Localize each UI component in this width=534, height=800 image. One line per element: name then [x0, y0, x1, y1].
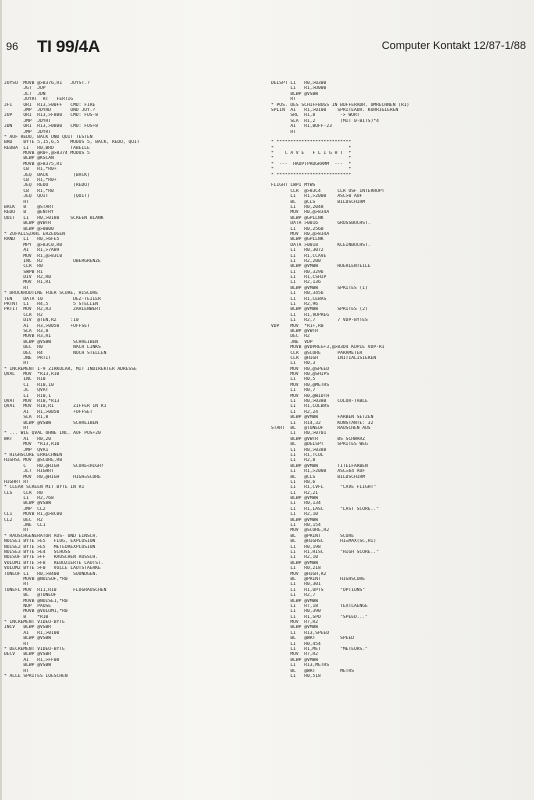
code-line: RT	[4, 528, 29, 534]
code-line: INCV BLWP @VSBR	[4, 625, 52, 631]
code-line: LI R0,3456	[271, 291, 324, 297]
code-line: * DRUCKROUTINE FUER SCORE, HISCORE	[4, 291, 99, 297]
code-line: JEQ QUIT (QUIT)	[4, 194, 90, 200]
code-line: DEC R2	[271, 334, 310, 340]
code-line: B *R10	[4, 614, 49, 620]
code-line: JL QVAT	[4, 388, 49, 394]
code-line: DEC R4 NOCH STELLEN	[4, 350, 107, 356]
code-line: HIGHRT RT	[4, 479, 29, 485]
code-line: MOV @HIGH,R2	[271, 571, 327, 577]
code-line: BL @HIGHSC HI=MAX(SC,HI)	[271, 539, 377, 545]
code-line: DECV BLWP @VSBR	[4, 652, 52, 658]
code-line: JLT JDN	[4, 91, 46, 97]
code-line: AI R1,>FF00	[4, 657, 60, 663]
code-line: BLWP @>0000	[4, 226, 54, 232]
code-line: LI R0,>0388	[271, 447, 327, 453]
code-line: START BL @TONEOF RAUSCHEN AUS	[271, 426, 371, 431]
code-line: DATA >0016 GROSSBUCHST.	[271, 221, 371, 227]
code-line: MOV R0,@SHIPS	[271, 372, 330, 378]
code-line: LI R0,6	[271, 479, 316, 485]
code-line: LI R1,OPTS "OPTIONS"	[271, 587, 366, 593]
page-fold-shadow	[0, 0, 2, 800]
code-line: TONEFL MOV R11,R10 FLUGRAUSCHEN	[4, 587, 107, 593]
code-line: RT	[4, 285, 29, 291]
code-line: MOV R0,@SPEED	[271, 366, 330, 372]
code-line: LI R1,CCAVE	[271, 253, 327, 259]
code-line: VDP MOV *R1+,R0	[271, 323, 324, 329]
code-line: BLWP @VMBW SPRITES (2)	[271, 307, 368, 313]
code-line: LI R0,198	[271, 544, 321, 550]
code-line: BL @WRT METRS	[271, 668, 354, 674]
code-line: RT	[4, 668, 29, 674]
code-line: TEN DATA 10 DEZ-TEILER	[4, 296, 101, 302]
code-line: LI R2,96	[271, 302, 319, 308]
code-line: * ***************************	[271, 140, 352, 146]
code-line: BLWP @VMBW TITELFARBEN	[271, 463, 368, 469]
listing-column-left	[4, 81, 260, 791]
code-line: WRT AI R0,20	[4, 436, 52, 442]
code-line: JGT JUP	[4, 86, 46, 92]
code-line: C R0,@HIGH SCORE<HIGH?	[4, 463, 104, 469]
magazine-title: TI 99/4A	[37, 37, 100, 56]
code-line: * ***************************	[271, 172, 352, 178]
code-line: JMP CL2	[4, 506, 46, 512]
code-line: LI R0,518	[271, 673, 321, 679]
code-line: JDN ORI R13,>0800 CMD: FOS+8	[4, 124, 99, 130]
code-line: * ZUFALLSZAHL ERZEUGEN	[4, 231, 65, 237]
code-line: CLR R2	[4, 312, 43, 318]
code-line: BL @WRT SPEED	[271, 636, 354, 642]
code-line: PRTNT LI R4,5 5 STELLEN	[4, 302, 99, 308]
code-line: CLR @SCORE PARAMETER	[271, 350, 363, 356]
code-line: * --- HAUPTPROGRAMM --- *	[271, 161, 352, 167]
code-line: JMP JDYRT	[4, 118, 52, 124]
code-line: BLWP @KSCAN	[4, 156, 54, 162]
code-line: BLWP @VSBW SCHREIBEN	[4, 339, 99, 345]
code-line: LI R1,CVFL "CAVE FLIGHT"	[271, 485, 377, 491]
code-line: BACK B @START	[4, 204, 54, 210]
code-line: LI R0,>0380 COLOR-TABLE	[271, 399, 368, 405]
code-line: LI R0,154	[271, 523, 321, 529]
code-line: BLWP @VSBW	[271, 91, 319, 97]
code-line: CLR @>83C4 CLR USF INTERRUPT	[271, 188, 385, 194]
code-line: CI R10,10	[4, 382, 54, 388]
code-line: AI R3,>0050 +OFFSET	[4, 323, 90, 329]
code-line: LI R1,CSHIP	[271, 275, 327, 281]
code-line: QVA1 MOV R10,R1 ZIFFER IN R1	[4, 404, 107, 410]
code-line: LI R1,VDPREG	[271, 312, 330, 318]
code-line: BLWP @GPLLNK	[271, 215, 324, 221]
code-line: MOVB R3,R1	[4, 334, 52, 340]
code-line: CB R1,*R0+	[4, 178, 57, 184]
code-line: LI R13,METRS	[271, 663, 330, 669]
code-line: * RAUSCHGENERATOR AUS- UND EINSCH.	[4, 533, 99, 539]
code-line: BLWP @VSBW	[4, 636, 52, 642]
code-line: AI R1,BUFF-23	[271, 124, 332, 130]
code-line: * *	[271, 145, 352, 151]
code-line: LI R1,MET "METEORS."	[271, 647, 368, 653]
code-line: SRL R1,8 -> WORT	[271, 113, 360, 119]
code-line: MPY @>83C0,R0	[4, 242, 63, 248]
code-line: * DECREMENT VIDEO-BYTE	[4, 647, 65, 653]
code-line: CLR R0	[4, 264, 43, 270]
code-line: BLWP @GPLLNK	[271, 237, 324, 243]
code-line: MOVB @>8375,R1	[4, 161, 63, 167]
code-line: LI R0,454	[271, 641, 321, 647]
code-line: JUP ORI R13,>F800 CMD: FOS-8	[4, 113, 99, 119]
code-line: RT	[4, 426, 29, 431]
code-line: LI R1,LASC "LAST SCORE.."	[271, 506, 379, 512]
code-line: MOV R0,@>834A	[271, 210, 330, 216]
code-line: * INCREMENT 1-9 ZIRKULAR, MIT INDIREKTER ADRESSE	[4, 366, 137, 372]
code-line: INC R2 OBERGRENZE	[4, 258, 101, 264]
code-line: RT	[271, 129, 296, 135]
code-line: JNE CL1	[4, 523, 46, 529]
code-line: BLWP @VMBW HOEHLENTEILE	[271, 264, 371, 270]
code-line: LI R0,3072	[271, 248, 324, 254]
code-line: AI R1,>7AB9	[4, 248, 60, 254]
code-line: LI R1,CEBAS	[271, 296, 327, 302]
code-line: RT	[4, 361, 29, 367]
code-line: JNE PRTIT	[4, 355, 52, 361]
code-line: * CLEAR SCREEN MIT BYTE IN R1	[4, 485, 85, 491]
code-line: MOV R7,R2	[271, 652, 319, 658]
code-line: LI R0,301	[271, 582, 321, 588]
code-line: MOVB @R0+,@>8374 MODUS 5	[4, 151, 90, 157]
code-line: BL @CLS BILDSCHIRM	[271, 199, 366, 205]
code-line: LI R1,HISC "HIGH SCORE.."	[271, 549, 379, 555]
code-line: * ALLE SPRITES LOESCHEN	[4, 673, 68, 679]
code-line: BL @CLS BILDSCHIRM	[271, 474, 366, 480]
code-line: LI R2,768	[4, 496, 54, 502]
code-line: BL @TONEOF	[4, 593, 57, 599]
code-line: LI R1,>2000 ASC=64 AUF	[271, 469, 366, 475]
issue-label: Computer Kontakt 12/87-1/88	[381, 40, 526, 52]
code-line: LI R7,18 TEXTLAENGE	[271, 603, 368, 609]
code-line: LI R1,>D000	[271, 86, 327, 92]
code-line: LI R2,10	[271, 555, 319, 561]
code-line: MOVB @VDPREG+3,@>83D4 KOPIE VDP-R1	[271, 345, 385, 351]
code-line: RT	[271, 97, 296, 103]
code-line: REDO B @ENTRY	[4, 210, 54, 216]
code-line: NOP PAUSE	[4, 603, 52, 609]
code-line: LI R1,SPD "SPEED..."	[271, 614, 368, 620]
code-line: SLA R3,8	[4, 328, 49, 334]
code-line: HIGHSC MOV @SCORE,R0	[4, 458, 63, 464]
code-line: JMP QVA1	[4, 447, 49, 453]
code-line: SLA R1,2 (MIT 0-BITS)*4	[271, 118, 379, 124]
code-line: LI R0,390	[271, 609, 321, 615]
code-line: RT	[4, 582, 29, 588]
code-line: MOV R0,@>834A	[271, 231, 330, 237]
code-line: RAND LI R0,>6FE5	[4, 237, 60, 243]
code-line: * *	[271, 156, 352, 162]
code-line: BLWP @VMBW	[271, 625, 319, 631]
code-line: LI R2,21	[271, 490, 319, 496]
code-line: LI R0,3296	[271, 269, 324, 275]
code-line: BRD BYTE 5,15,6,5 MODUS 5, BACK, REDO, QUIT	[4, 140, 140, 146]
code-line: BLWP @VWTR	[4, 221, 52, 227]
code-line: SPLIN AI R1,>0100 SPRITEADR. KORRIGIEREN	[271, 107, 399, 113]
code-line: BLWP @VMBW	[271, 517, 319, 523]
code-line: INC R10	[4, 377, 46, 383]
code-line: JOYSO MOVB @>8376,R1 JOYST.?	[4, 81, 90, 86]
code-line: AI R1,>0100	[4, 630, 60, 636]
code-line: RT	[4, 199, 29, 205]
code-line: BLWP @VMBW	[271, 560, 319, 566]
code-line: CB R1,*R0+	[4, 167, 57, 173]
code-line: QVAT MOV R10,*R13	[4, 399, 60, 405]
code-line: NOISE2 BYTE >E5 METEOREXPLOSION	[4, 544, 96, 550]
code-line: LI R10,1	[4, 393, 52, 399]
code-line: LI R0,218	[271, 566, 321, 572]
code-line: LI R14,32 KONSTANTE: 32	[271, 420, 374, 426]
code-line: BLWP @VSBW SCHREIBEN	[4, 420, 99, 426]
code-line: MOV R0,@HIGH HIGH=SCORE	[4, 474, 101, 480]
code-line: NOISE1 BYTE >E5 FLUG, EXPLOSION	[4, 539, 96, 545]
code-line: LI R0,>0701	[271, 431, 327, 437]
code-line: TONEOF LI R0,>8400 SOUNDGEN.	[4, 571, 99, 577]
code-line: JLT HIGHRT	[4, 469, 54, 475]
code-line: FLIGHT LWPI MYWS	[271, 183, 316, 189]
code-line: NOISE3 BYTE >E4 SCHUSS	[4, 549, 71, 555]
code-line: BL @PRINT HIGHSCORE	[271, 576, 366, 582]
code-line: JEQ REDO (REDO)	[4, 183, 90, 189]
code-line: * ... WIE QVAL OHNE INC. AUF POS+20	[4, 431, 101, 437]
code-line: * AUF REDO, BACK UND QUIT TESTEN	[4, 134, 93, 140]
code-line: LI R1,TCOL	[271, 452, 324, 458]
code-line: MOV *R13,R10	[4, 442, 60, 448]
code-line: MOVB @NOISOF,*R0	[4, 576, 68, 582]
code-line: REDBA LI R0,BRD TABELLE	[4, 145, 90, 151]
code-line: * *	[271, 167, 352, 173]
code-line: QUIT LI R0,>0180 SCREEN BLANK	[4, 215, 104, 221]
code-line: JOYRT RT FERTIG	[4, 97, 74, 103]
code-line: LI R0,7	[271, 388, 316, 394]
code-line: AI R1,>0050 +OFFSET	[4, 409, 93, 415]
code-line: LI R1,COLBRS	[271, 404, 330, 410]
code-line: LI R2,24	[271, 409, 319, 415]
code-line: LI R2,200	[271, 258, 321, 264]
code-line: CB R1,*R0	[4, 188, 54, 194]
code-line: LI R0,5	[271, 377, 316, 383]
code-line: NOISOF BYTE >FF RAUSCHEN AUSSCH.	[4, 555, 99, 561]
code-line: LI R2,136	[271, 280, 321, 286]
code-line: BLWP @VSBW	[4, 501, 52, 507]
code-line: DEC R0 NACH LINKS	[4, 345, 101, 351]
code-line: LI R2,7 7 VDP-BYTES	[271, 318, 368, 324]
code-line: MOV R0,@METRS	[271, 382, 330, 388]
code-line: CL2 DEC R2	[4, 517, 43, 523]
listing-column-right	[271, 81, 527, 791]
code-line: MOVB @VOLUM1,*R0	[4, 609, 68, 615]
code-line: BLWP @VMBW FARBEN SETZEN	[271, 415, 374, 421]
code-line: DIV @TEN,R2 :10	[4, 318, 79, 324]
code-line: * INCREMENT VIDEO-BYTE	[4, 620, 65, 626]
code-line: BL @PRINT SCORE	[271, 533, 354, 539]
code-line: BLWP @VWTR BS SCHWARZ	[271, 436, 366, 442]
code-line: LI R0,2560	[271, 226, 324, 232]
code-line: PRTIT MOV R2,R3 ZAHLENWERT	[4, 307, 101, 313]
code-line: JEQ BACK (BACK)	[4, 172, 90, 178]
code-line: JMP JDYRT	[4, 129, 52, 135]
code-line: BLWP @VMBW SPRITES (1)	[271, 285, 368, 291]
code-line: JNE VDP	[271, 339, 313, 345]
code-line: BLWP @VMBW	[271, 598, 319, 604]
code-line: QVAL MOV *R13,R10	[4, 372, 60, 378]
page-number: 96	[6, 41, 19, 53]
code-line: DELSPT LI R0,>0300	[271, 81, 327, 86]
code-line: BLWP @VWTR	[271, 328, 319, 334]
code-line: JFI ORI R13,>00FF CMD: FIRE	[4, 102, 96, 108]
code-line: * HIGHSCORE ERRECHNEN	[4, 452, 63, 458]
code-line: MOV R1,R1	[4, 280, 52, 286]
code-line: VOLUM1 BYTE >F8 REDUZIERTE LAUTST.	[4, 560, 104, 566]
code-line: CLS CLR R0	[4, 490, 43, 496]
code-line: JMP JDYRD UND JOY.?	[4, 107, 96, 113]
code-line: LI R0,134	[271, 501, 321, 507]
code-line: LI R0,3	[271, 361, 316, 367]
code-line: CLR @HIGH INITIALISIEREN	[271, 355, 377, 361]
code-line: BLWP @VSBW	[4, 663, 52, 669]
code-line: BLWP @VMBW	[271, 496, 319, 502]
code-line: MOV @SCORE,R2	[271, 528, 330, 534]
code-line: BL @DELSPT SPRITES WEG	[271, 442, 368, 448]
code-line: MOV R0,@WIDTH	[271, 393, 330, 399]
code-line: LI R2,10	[271, 512, 319, 518]
code-line: MOV R1,@>83C0	[4, 253, 63, 259]
code-line: MOV R7,R2	[271, 620, 319, 626]
code-line: DIV R2,R0	[4, 275, 52, 281]
page-header	[0, 0, 534, 62]
code-line: CL1 MOVB R1,@>8C00	[4, 512, 63, 518]
code-line: LI R2,7	[271, 593, 316, 599]
code-line: DATA >0018 KLEINBUCHST.	[271, 242, 371, 248]
code-line: LI R2,8	[271, 458, 316, 464]
code-line: LI R13,SPEED	[271, 630, 330, 636]
code-line: LI R1,>2000 ASC>0 AUF	[271, 194, 363, 200]
code-line: SLA R1,8	[4, 415, 49, 421]
code-line: * POS. DES SCHIFFBUGS IN BUFFERADR. UMRECHNEN (R1)	[271, 102, 410, 108]
code-line: RT	[4, 641, 29, 647]
code-line: VOLUM2 BYTE >F0 VOLLE LAUTSTAERKE	[4, 566, 101, 572]
code-line: LI R0,2048	[271, 204, 324, 210]
code-line: BLWP @VMBW	[271, 657, 319, 663]
code-line: * C A V E F L I G H T *	[271, 151, 352, 157]
code-line: SWPB R1	[4, 269, 43, 275]
code-line: MOVB @NOISE1,*R0	[4, 598, 68, 604]
